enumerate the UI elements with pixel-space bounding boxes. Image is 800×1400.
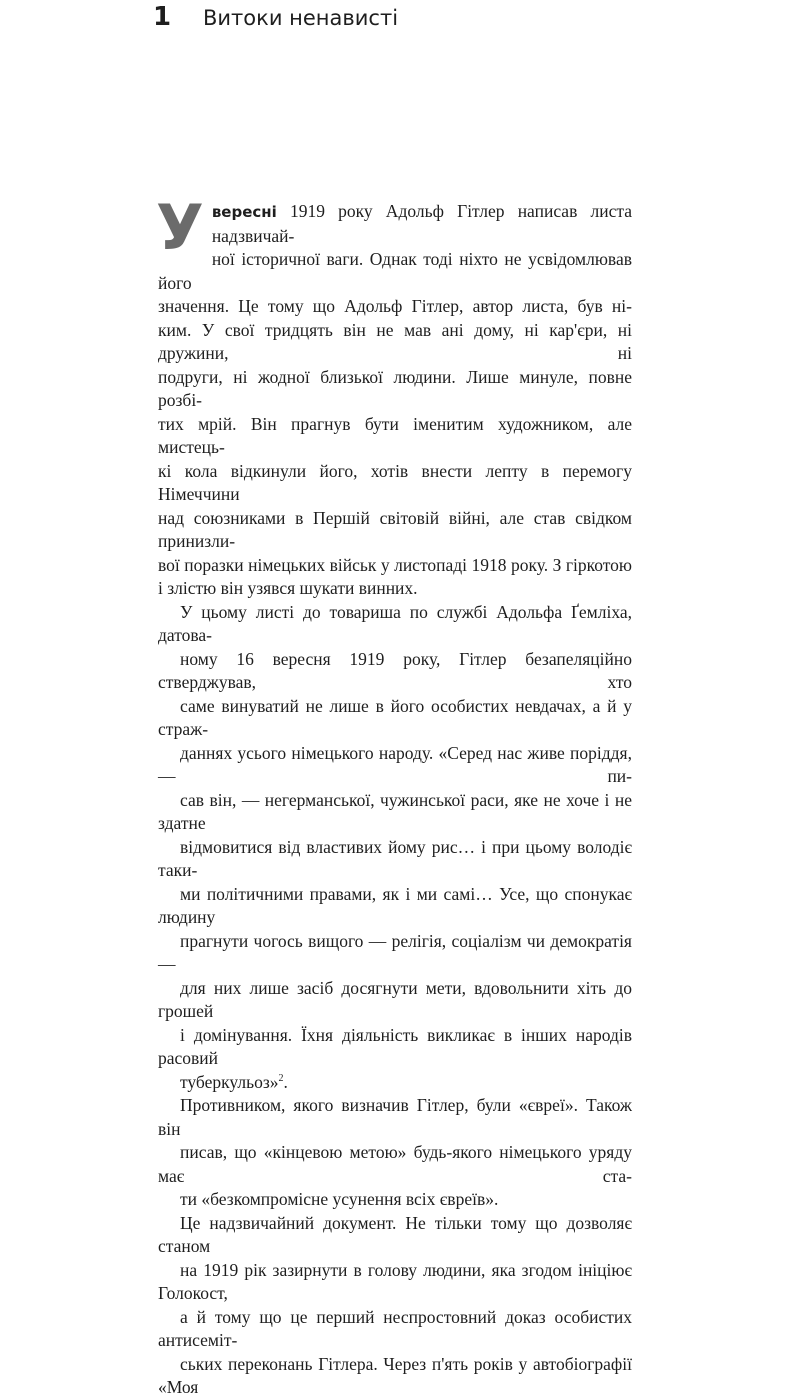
text-line: тих мрій. Він прагнув бути іменитим художником, але мистець- [158, 413, 632, 457]
text-line: кі кола відкинули його, хотів внести лепту в перемогу Німеччини [158, 460, 632, 504]
chapter-number: 1 [153, 2, 172, 32]
text-line: і домінування. Їхня діяльність викликає в інших народів расовий [158, 1024, 632, 1068]
text-line: вої поразки німецьких військ у листопаді 1918 року. З гіркотою [158, 554, 632, 575]
text-line: саме винуватий не лише в його особистих невдачах, а й у страж- [158, 695, 632, 739]
text-line: У цьому листі до товариша по службі Адольфа Ґемліха, датова- [158, 601, 632, 645]
text-line: значення. Це тому що Адольф Гітлер, автор листа, був ні- [158, 296, 632, 316]
text-line: туберкульоз»$^2$. [180, 1071, 288, 1092]
text-line: ти «безкомпромісне усунення всіх євреїв». [180, 1189, 499, 1209]
text-line: відмовитися від властивих йому рис… і при цьому володіє таки- [158, 836, 632, 880]
text-line: ми політичними правами, як і ми самі… Усе, що спонукає людину [158, 883, 632, 927]
text-line: прагнути чогось вищого — релігія, соціалізм чи демократія — [158, 930, 632, 974]
chapter-title: Витоки ненависті [203, 6, 399, 30]
text-line: для них лише засіб досягнути мети, вдовольнити хіть до грошей [158, 977, 632, 1021]
paragraph-2 [158, 601, 632, 1095]
text-line: даннях усього німецького народу. «Серед нас живе поріддя, — пи- [158, 742, 632, 786]
text-line: на 1919 рік зазирнути в голову людини, яка згодом ініціює Голокост, [158, 1259, 632, 1303]
text-line: а й тому що це перший неспростовний доказ особистих антисеміт- [158, 1306, 632, 1350]
drop-cap: У [156, 191, 204, 264]
text-line: і злістю він узявся шукати винних. [158, 578, 418, 598]
paragraph-1 [156, 191, 632, 601]
text-line: Це надзвичайний документ. Не тільки тому що дозволяє станом [158, 1212, 632, 1256]
paragraph-3 [158, 1094, 632, 1212]
text-line: ному 16 вересня 1919 року, Гітлер безапеляційно стверджував, хто [158, 648, 632, 692]
text-line: сав він, — негерманської, чужинської раси, яке не хоче і не здатне [158, 789, 632, 833]
footnote-marker: 2 [278, 1072, 284, 1084]
text-line: над союзниками в Першій світовій війні, але став свідком принизли- [158, 507, 632, 551]
text-line: ної історичної ваги. Однак тоді ніхто не усвідомлював його [158, 249, 632, 293]
text-line: писав, що «кінцевою метою» будь-якого німецького уряду має ста- [158, 1142, 632, 1186]
paragraph-4 [158, 1212, 632, 1400]
lead-word: вересні [211, 203, 277, 221]
text-line: ким. У свої тридцять він не мав ані дому, ні кар'єри, ні дружини, ні [158, 319, 632, 363]
text-line: вересні 1919 року Адольф Гітлер написав листа надзвичай- [211, 201, 632, 246]
chapter-header [153, 2, 398, 32]
text-line: подруги, ні жодної близької людини. Лише минуле, повне розбі- [158, 366, 632, 410]
text-line: Противником, якого визначив Гітлер, були «євреї». Також він [158, 1095, 632, 1139]
text-line: ських переконань Гітлера. Через п'ять років у автобіографії «Моя [158, 1353, 632, 1397]
